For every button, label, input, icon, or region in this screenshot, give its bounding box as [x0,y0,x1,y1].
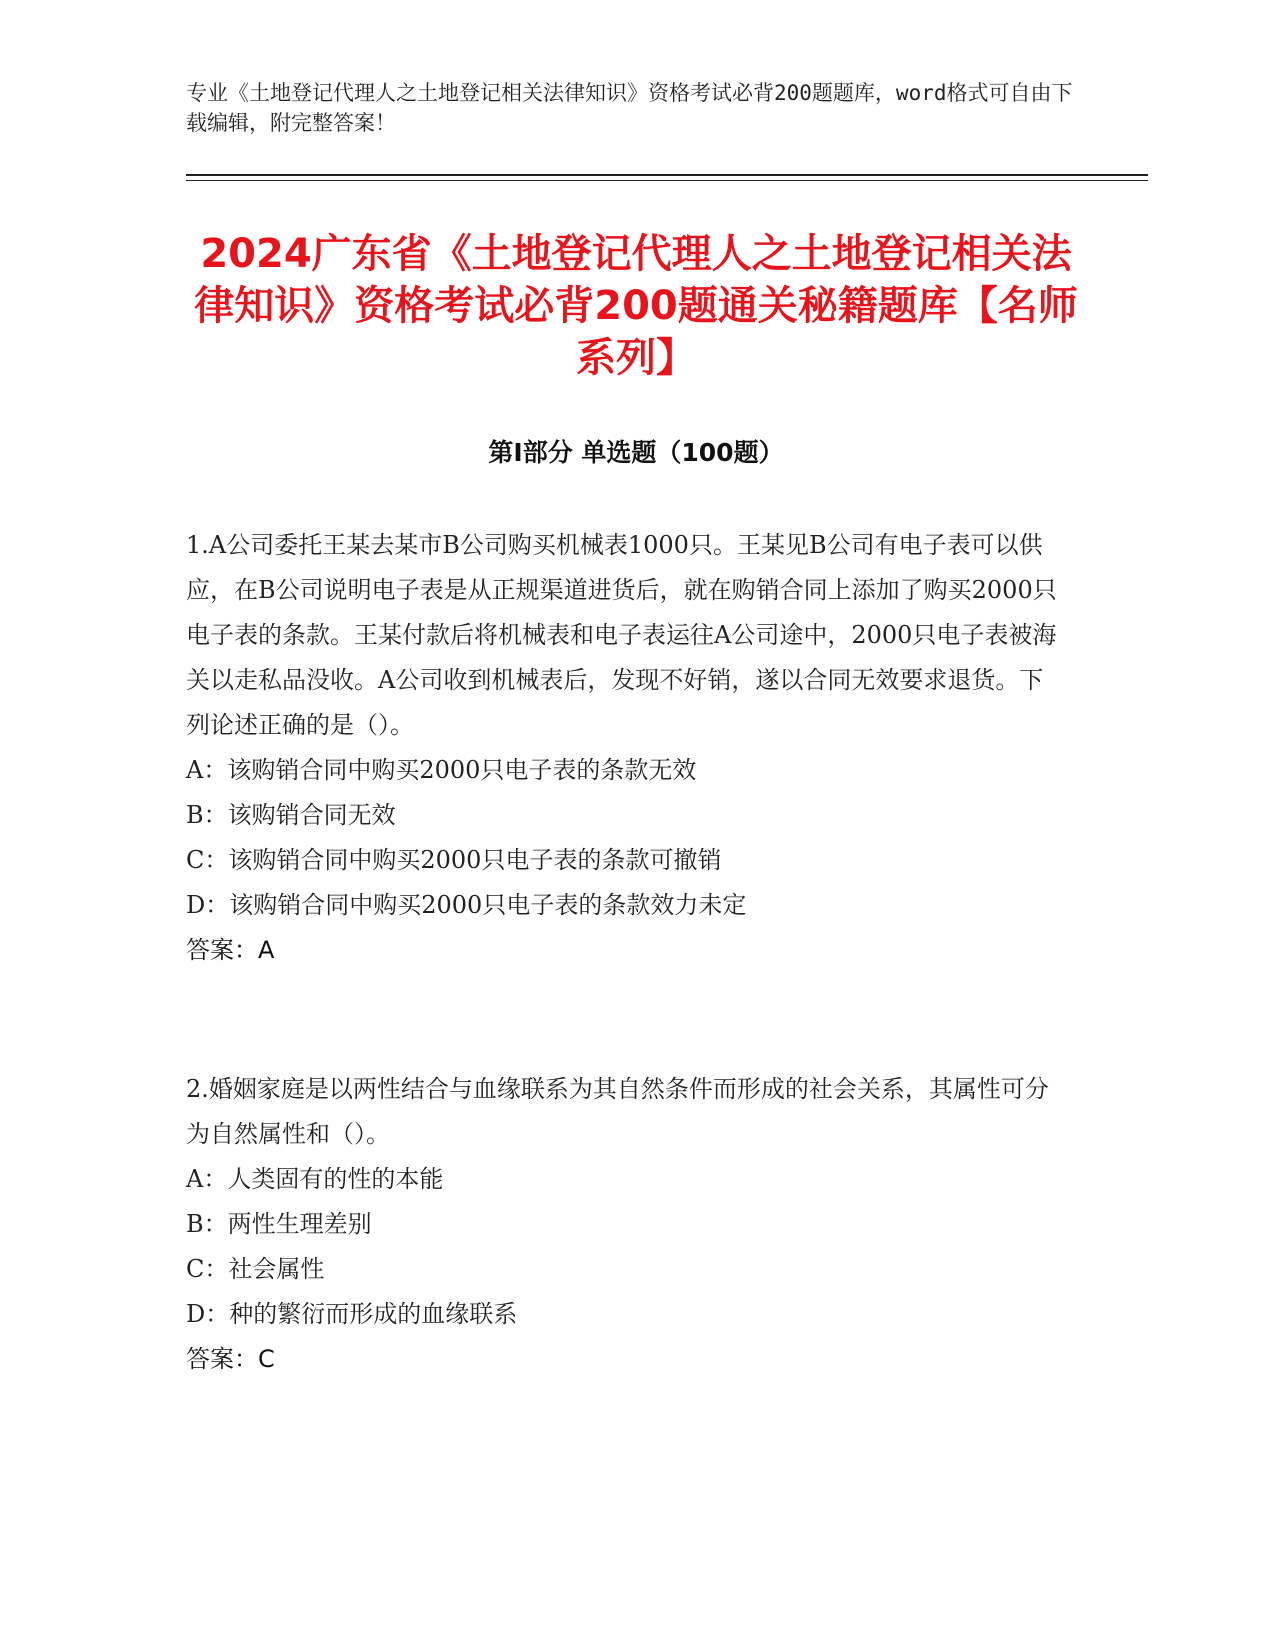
question-stem: 1.A公司委托王某去某市B公司购买机械表1000只。王某见B公司有电子表可以供应，在B公司说明电子表是从正规渠道进货后，就在购销合同上添加了购买2000只电子表的条款。王某付款后将机械表和电子表运往A公司途中，2000只电子表被海关以走私品没收。A公司收到机械表后，发现不好销，遂以合同无效要求退货。下列论述正确的是（）。 [186,531,1057,739]
question-option-d: D：该购销合同中购买2000只电子表的条款效力未定 [186,891,747,919]
question-option-a: A：该购销合同中购买2000只电子表的条款无效 [186,756,697,784]
question-option-a: A：人类固有的性的本能 [186,1165,444,1193]
question-answer: 答案：C [186,1345,275,1373]
header-note: 专业《土地登记代理人之土地登记相关法律知识》资格考试必背200题题库，word格式可自由下载编辑，附完整答案！ [186,81,1073,135]
question-option-c: C：社会属性 [186,1255,325,1283]
question-option-c: C：该购销合同中购买2000只电子表的条款可撤销 [186,846,722,874]
section-heading: 第I部分 单选题（100题） [488,438,784,467]
question-block [186,523,1066,973]
question-block [186,1067,1066,1382]
question-stem: 2.婚姻家庭是以两性结合与血缘联系为其自然条件而形成的社会关系，其属性可分为自然属性和（）。 [186,1075,1049,1148]
question-option-b: B：两性生理差别 [186,1210,372,1238]
question-answer: 答案：A [186,936,275,964]
question-option-d: D：种的繁衍而形成的血缘联系 [186,1300,518,1328]
question-option-b: B：该购销合同无效 [186,801,396,829]
header-divider-thick [186,174,1148,176]
header-divider-thin [186,180,1148,181]
document-title: 2024广东省《土地登记代理人之土地登记相关法律知识》资格考试必背200题通关秘籍题库【名师系列】 [194,231,1078,381]
